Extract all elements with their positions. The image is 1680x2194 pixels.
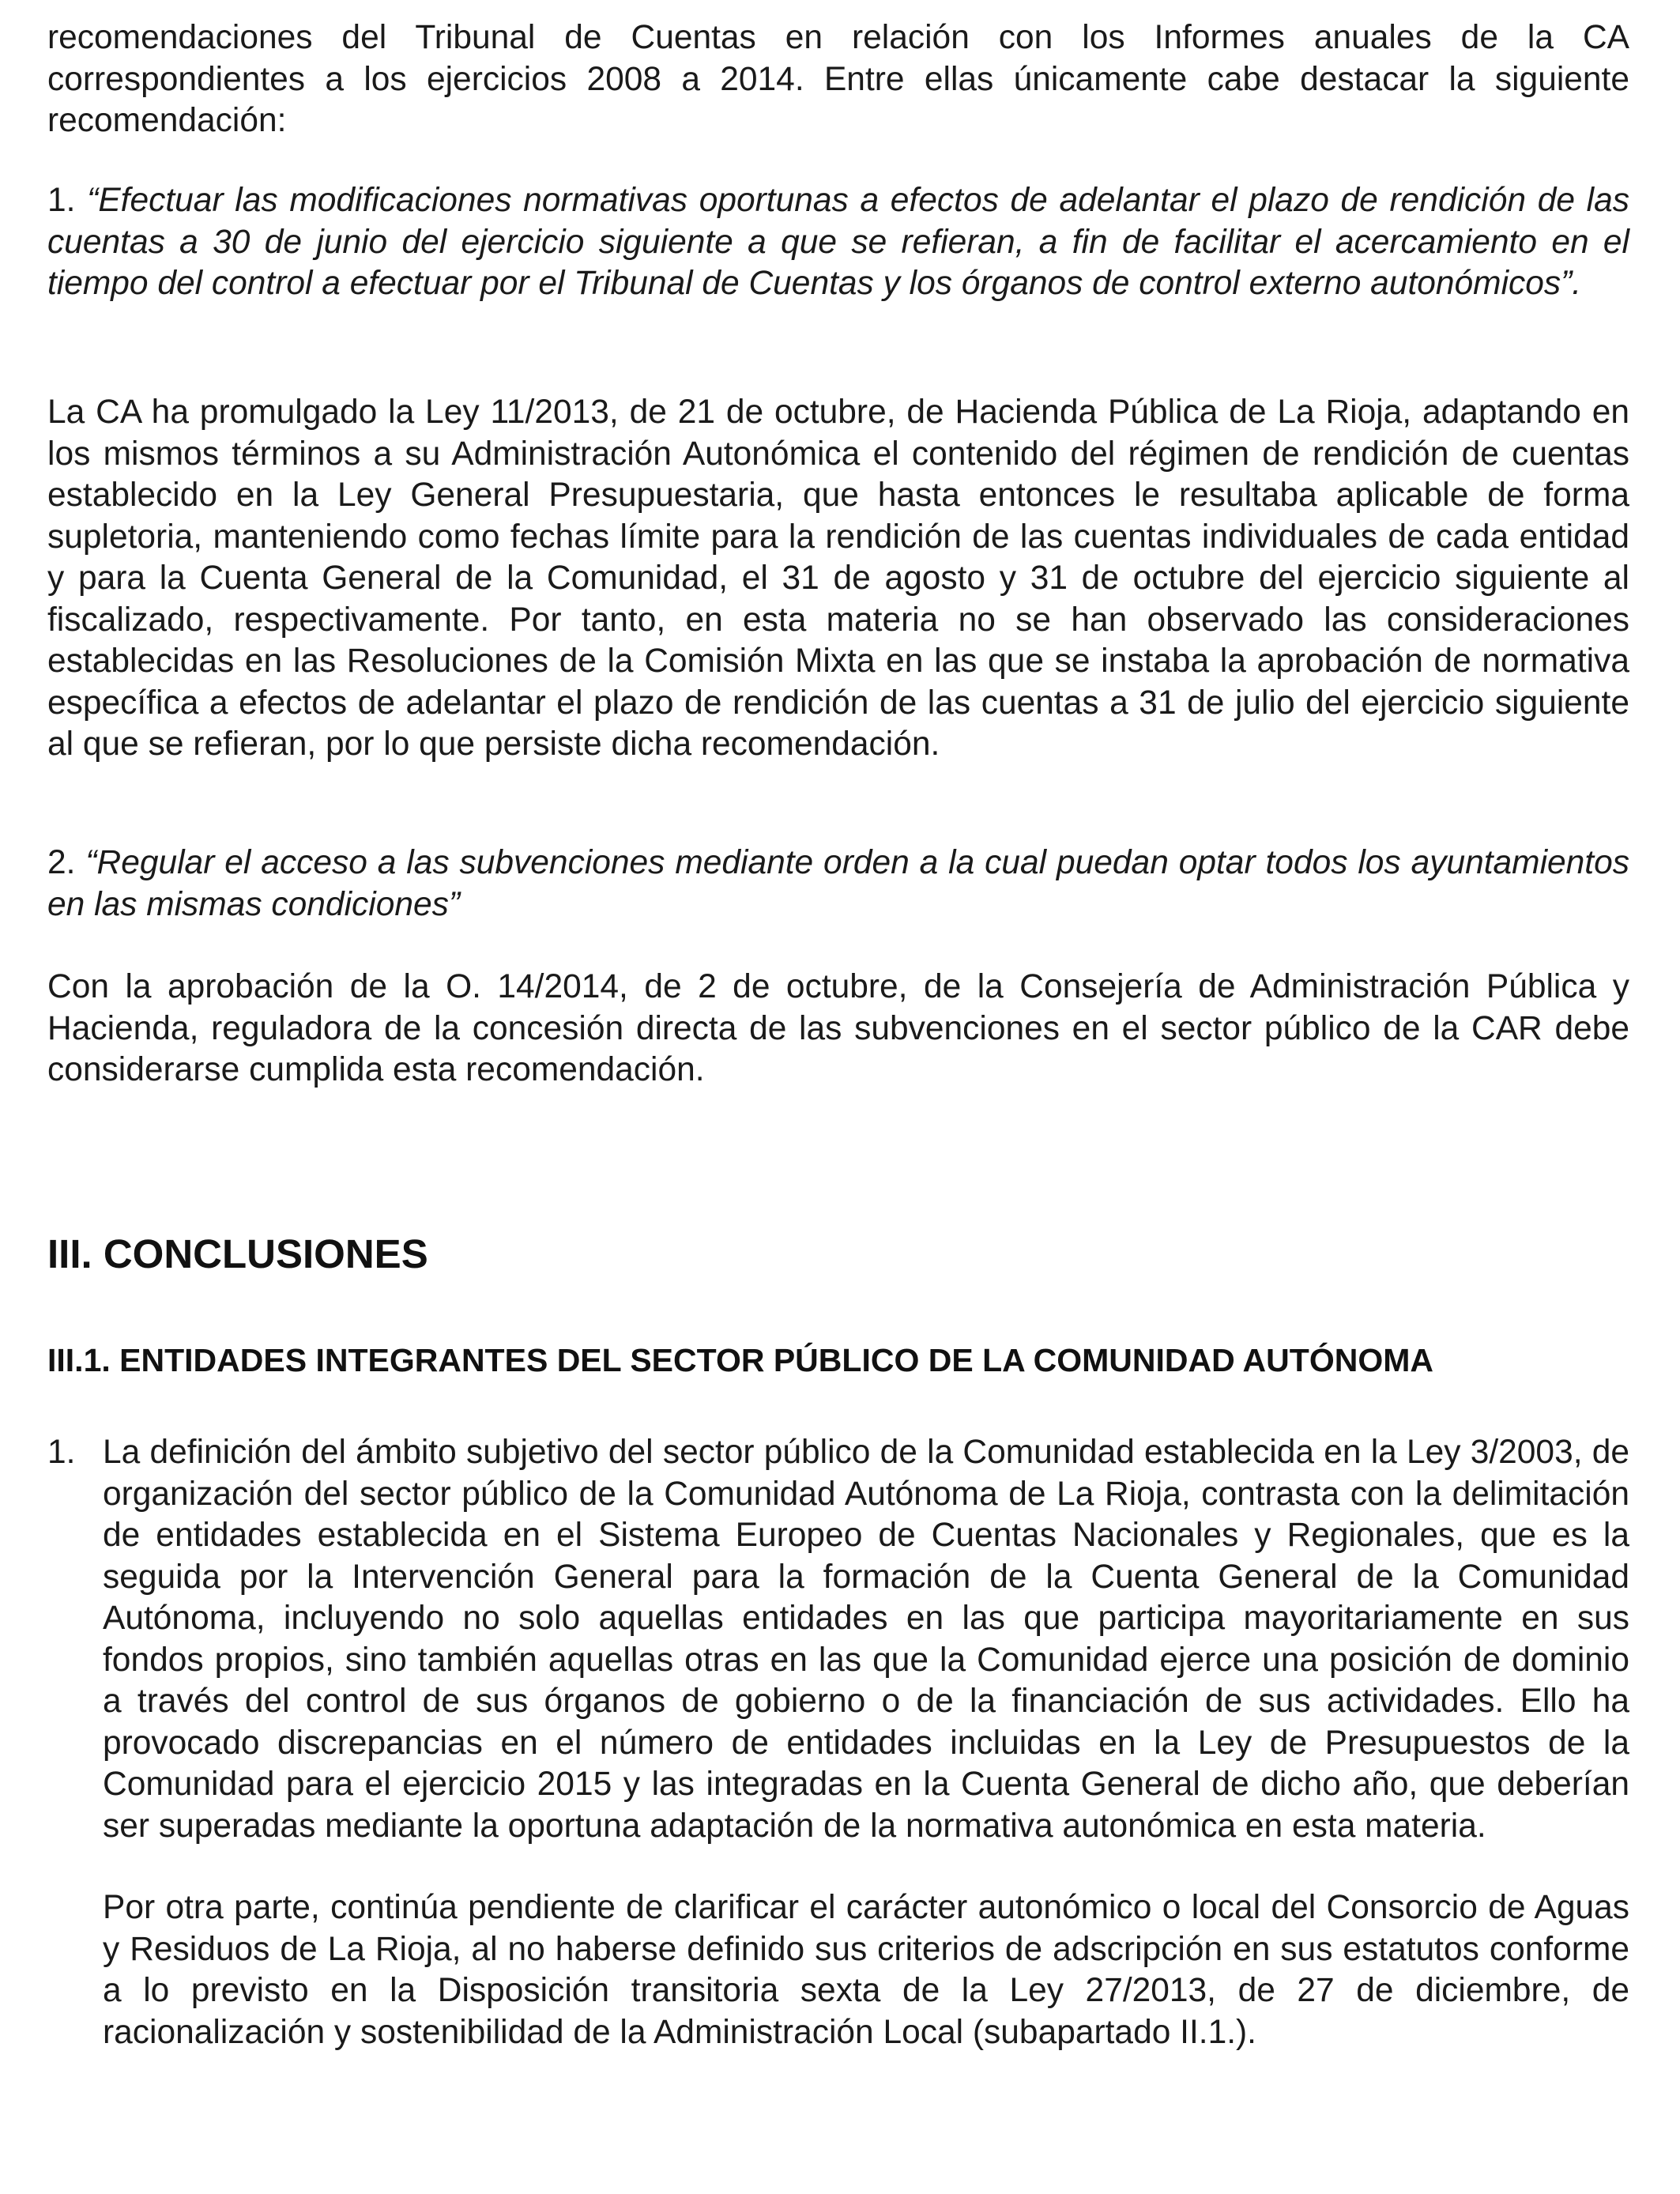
section-heading: III. CONCLUSIONES (47, 1231, 428, 1276)
recommendation-1-number: 1. (47, 182, 76, 219)
orden-paragraph: Con la aprobación de la O. 14/2014, de 2 de octubre, de la Consejería de Administración Pública y Hacienda, reguladora de la concesión directa de las subvenciones en el sector público de la CAR debe considerarse cumplida esta recomendación. (47, 968, 1629, 1088)
ley-paragraph: La CA ha promulgado la Ley 11/2013, de 21 de octubre, de Hacienda Pública de La Rioja, adaptando en los mismos términos a su Administración Autonómica el contenido del régimen de rendición de cuentas establecido en la Ley General Presupuestaria, que hasta entonces le resultaba aplicable de forma supletoria, manteniendo como fechas límite para la rendición de las cuentas individuales de cada entidad y para la Cuenta General de la Comunidad, el 31 de agosto y 31 de octubre del ejercicio siguiente al fiscalizado, respectivamente. Por tanto, en esta materia no se han observado las consideraciones establecidas en las Resoluciones de la Comisión Mixta en las que se instaba la aprobación de normativa específica a efectos de adelantar el plazo de rendición de las cuentas a 31 de julio del ejercicio siguiente al que se refieran, por lo que persiste dicha recomendación. (47, 394, 1629, 763)
intro-paragraph: recomendaciones del Tribunal de Cuentas en relación con los Informes anuales de la CA correspondientes a los ejercicios 2008 a 2014. Entre ellas únicamente cabe destacar la siguiente recomendación: (47, 19, 1629, 139)
recommendation-1 (47, 180, 1629, 305)
subsection-heading: III.1. ENTIDADES INTEGRANTES DEL SECTOR PÚBLICO DE LA COMUNIDAD AUTÓNOMA (47, 1342, 1433, 1378)
conclusion-paragraph: Por otra parte, continúa pendiente de clarificar el carácter autonómico o local del Consorcio de Aguas y Residuos de La Rioja, al no haberse definido sus criterios de adscripción en sus estatutos conforme a lo previsto en la Disposición transitoria sexta de la Ley 27/2013, de 27 de diciembre, de racionalización y sostenibilidad de la Administración Local (subapartado II.1.). (103, 1889, 1629, 2051)
recommendation-2 (47, 843, 1629, 925)
conclusions-list (47, 1432, 1629, 2053)
list-item-body (103, 1432, 1629, 2053)
conclusion-paragraph: La definición del ámbito subjetivo del sector público de la Comunidad establecida en la Ley 3/2003, de organización del sector público de la Comunidad Autónoma de La Rioja, contrasta con la delimitación de entidades establecida en el Sistema Europeo de Cuentas Nacionales y Regionales, que es la seguida por la Intervención General para la formación de la Cuenta General de la Comunidad Autónoma, incluyendo no solo aquellas entidades en las que participa mayoritariamente en sus fondos propios, sino también aquellas otras en las que la Comunidad ejerce una posición de dominio a través del control de sus órganos de gobierno o de la financiación de sus actividades. Ello ha provocado discrepancias en el número de entidades incluidas en la Ley de Presupuestos de la Comunidad para el ejercicio 2015 y las integradas en la Cuenta General de dicho año, que deberían ser superadas mediante la oportuna adaptación de la normativa autonómica en esta materia. (103, 1434, 1629, 1845)
list-item-number: 1. (47, 1434, 76, 1471)
recommendation-1-text: “Efectuar las modificaciones normativas oportunas a efectos de adelantar el plazo de rendición de las cuentas a 30 de junio del ejercicio siguiente a que se refieran, a fin de facilitar el acercamiento en el tiempo del control a efectuar por el Tribunal de Cuentas y los órganos de control externo autonómicos”. (47, 182, 1630, 302)
recommendation-2-number: 2. (47, 844, 76, 881)
recommendation-2-text: “Regular el acceso a las subvenciones mediante orden a la cual puedan optar todos los ayuntamientos en las mismas condiciones” (47, 844, 1629, 923)
list-item (47, 1432, 1629, 2053)
